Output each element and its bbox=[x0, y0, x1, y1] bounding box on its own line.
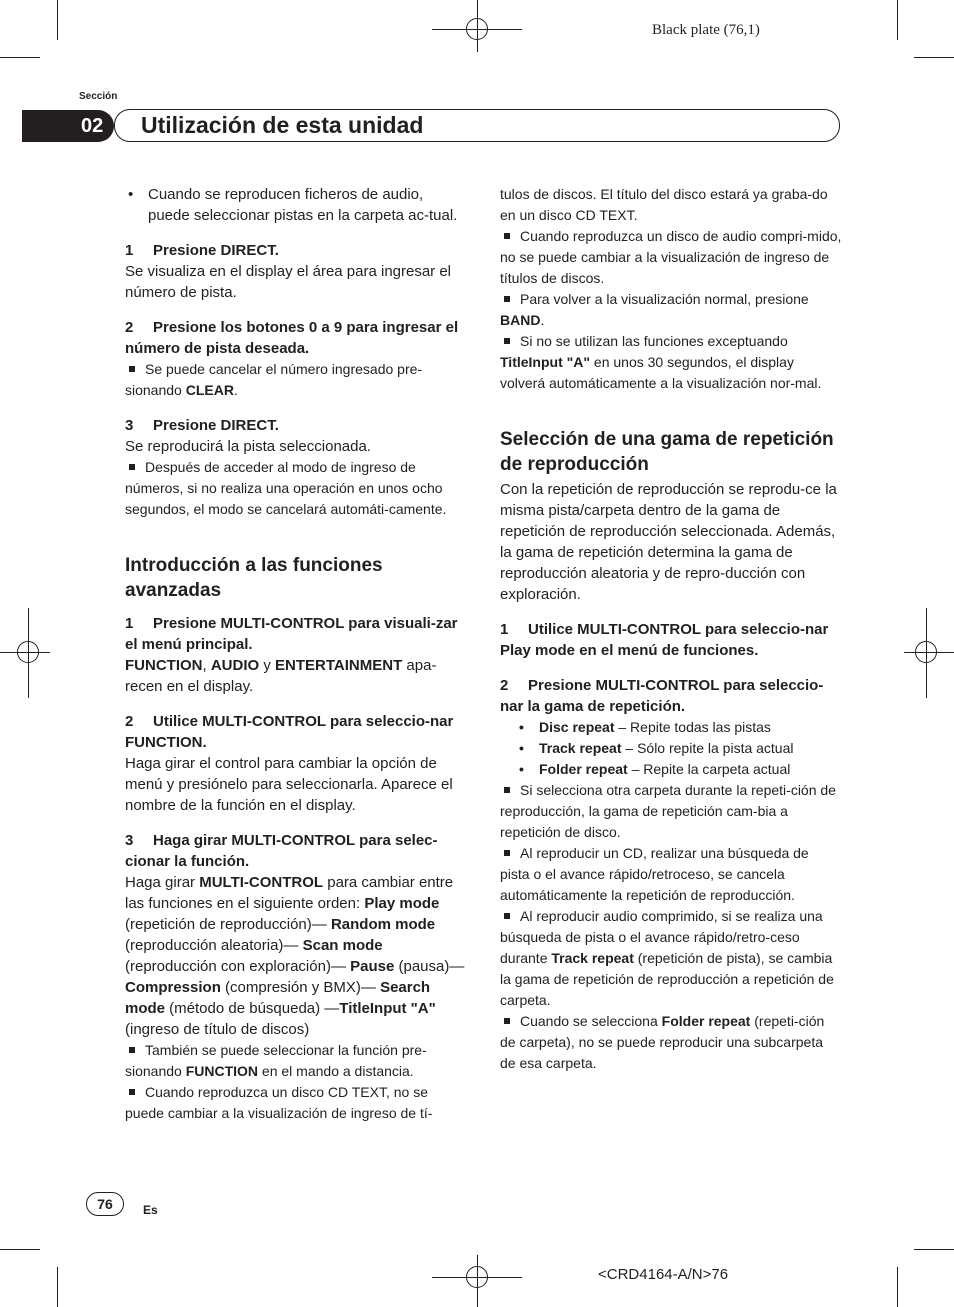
note-continued: tulos de discos. El título del disco estará ya graba-do en un disco CD TEXT. bbox=[500, 186, 828, 223]
square-bullet-icon bbox=[504, 233, 510, 239]
crop-mark bbox=[914, 57, 954, 58]
step-heading: 1 Presione DIRECT. bbox=[125, 242, 279, 259]
note: Cuando reproduzca un disco de audio compri-mido, no se puede cambiar a la visualización de ingreso de títulos de discos. bbox=[500, 228, 842, 286]
step-text: FUNCTION, AUDIO y ENTERTAINMENT apa-recen en el display. bbox=[125, 657, 437, 695]
page-number: 76 bbox=[86, 1192, 124, 1216]
step-heading: 1 Presione MULTI-CONTROL para visuali-zar el menú principal. bbox=[125, 615, 458, 653]
crop-mark bbox=[897, 1267, 898, 1307]
step-heading: 2 Presione MULTI-CONTROL para seleccio-nar la gama de repetición. bbox=[500, 677, 824, 715]
crop-mark bbox=[897, 0, 898, 40]
section-heading: Introducción a las funciones avanzadas bbox=[125, 555, 383, 601]
square-bullet-icon bbox=[504, 338, 510, 344]
step-text: Se visualiza en el display el área para ingresar el número de pista. bbox=[125, 263, 452, 301]
note: Cuando reproduzca un disco CD TEXT, no se puede cambiar a la visualización de ingreso de tí- bbox=[125, 1084, 433, 1121]
square-bullet-icon bbox=[504, 850, 510, 856]
step-text: Se reproducirá la pista seleccionada. bbox=[125, 438, 371, 455]
note: Cuando se selecciona Folder repeat (repeti-ción de carpeta), no se puede reproducir una subcarpeta de esa carpeta. bbox=[500, 1013, 825, 1071]
body-text: Con la repetición de reproducción se reprodu-ce la misma pista/carpeta dentro de la gama de repetición de reproducción seleccionada. Además, la gama de repetición determina la gama de reproducción aleatoria y de repro-ducción con exploración. bbox=[500, 481, 837, 603]
step-heading: 2 Presione los botones 0 a 9 para ingresar el número de pista deseada. bbox=[125, 319, 459, 357]
note: Después de acceder al modo de ingreso de números, si no realiza una operación en unos ocho segundos, el modo se cancelará automáti-camente. bbox=[125, 459, 447, 517]
list-item: • Folder repeat – Repite la carpeta actual bbox=[500, 759, 842, 780]
registration-mark bbox=[915, 641, 937, 663]
crop-mark bbox=[0, 1249, 40, 1250]
right-column bbox=[500, 184, 842, 1074]
list-item: • Cuando se reproducen ficheros de audio, puede seleccionar pistas en la carpeta ac-tual. bbox=[125, 184, 465, 226]
list-item: • Track repeat – Sólo repite la pista actual bbox=[500, 738, 842, 759]
square-bullet-icon bbox=[504, 787, 510, 793]
section-label: Sección bbox=[79, 91, 118, 102]
step-heading: 1 Utilice MULTI-CONTROL para seleccio-nar Play mode en el menú de funciones. bbox=[500, 621, 829, 659]
crop-mark bbox=[0, 57, 40, 58]
section-heading: Selección de una gama de repetición de reproducción bbox=[500, 429, 834, 475]
left-column bbox=[125, 184, 465, 1124]
note: Al reproducir audio comprimido, si se realiza una búsqueda de pista o el avance rápido/retro-ceso durante Track repeat (repetición de pista), se cambia la gama de repetición de reproducción a repetición de carpeta. bbox=[500, 908, 834, 1008]
square-bullet-icon bbox=[504, 296, 510, 302]
note: Si no se utilizan las funciones exceptuando TitleInput "A" en unos 30 segundos, el display volverá automáticamente a la visualización nor-mal. bbox=[500, 333, 822, 391]
note: También se puede seleccionar la función pre-sionando FUNCTION en el mando a distancia. bbox=[125, 1042, 427, 1079]
note: Se puede cancelar el número ingresado pre-sionando CLEAR. bbox=[125, 361, 423, 398]
square-bullet-icon bbox=[504, 1018, 510, 1024]
crop-mark bbox=[57, 0, 58, 40]
step-heading: 2 Utilice MULTI-CONTROL para seleccio-nar FUNCTION. bbox=[125, 713, 454, 751]
crop-mark bbox=[57, 1267, 58, 1307]
step-text: Haga girar MULTI-CONTROL para cambiar entre las funciones en el siguiente orden: Play mode (repetición de reproducción)— Random mode (reproducción aleatoria)— Scan mode (reproducción con exploración)— Pause (pausa)—Compression (compresión y BMX)— Search mode (método de búsqueda) —TitleInput "A" (ingreso de título de discos) bbox=[125, 874, 465, 1038]
registration-mark bbox=[466, 18, 488, 40]
step-heading: 3 Presione DIRECT. bbox=[125, 417, 279, 434]
note: Si selecciona otra carpeta durante la repeti-ción de reproducción, la gama de repetición cam-bia a repetición de disco. bbox=[500, 782, 836, 840]
plate-label: Black plate (76,1) bbox=[652, 22, 760, 38]
crop-mark bbox=[914, 1249, 954, 1250]
square-bullet-icon bbox=[504, 913, 510, 919]
document-code: <CRD4164-A/N>76 bbox=[598, 1266, 729, 1283]
registration-mark bbox=[17, 641, 39, 663]
step-text: Haga girar el control para cambiar la opción de menú y presiónelo para seleccionarla. Aparece el nombre de la función en el display. bbox=[125, 755, 453, 814]
note: Al reproducir un CD, realizar una búsqueda de pista o el avance rápido/retroceso, se cancela automáticamente la repetición de reproducción. bbox=[500, 845, 809, 903]
note: Para volver a la visualización normal, presione BAND. bbox=[500, 291, 809, 328]
square-bullet-icon bbox=[129, 464, 135, 470]
square-bullet-icon bbox=[129, 1047, 135, 1053]
language-code: Es bbox=[143, 1203, 158, 1217]
registration-mark bbox=[466, 1266, 488, 1288]
step-heading: 3 Haga girar MULTI-CONTROL para selec-cionar la función. bbox=[125, 832, 438, 870]
section-title: Utilización de esta unidad bbox=[141, 112, 424, 138]
section-number: 02 bbox=[22, 110, 114, 142]
square-bullet-icon bbox=[129, 1089, 135, 1095]
list-item: • Disc repeat – Repite todas las pistas bbox=[500, 717, 842, 738]
square-bullet-icon bbox=[129, 366, 135, 372]
